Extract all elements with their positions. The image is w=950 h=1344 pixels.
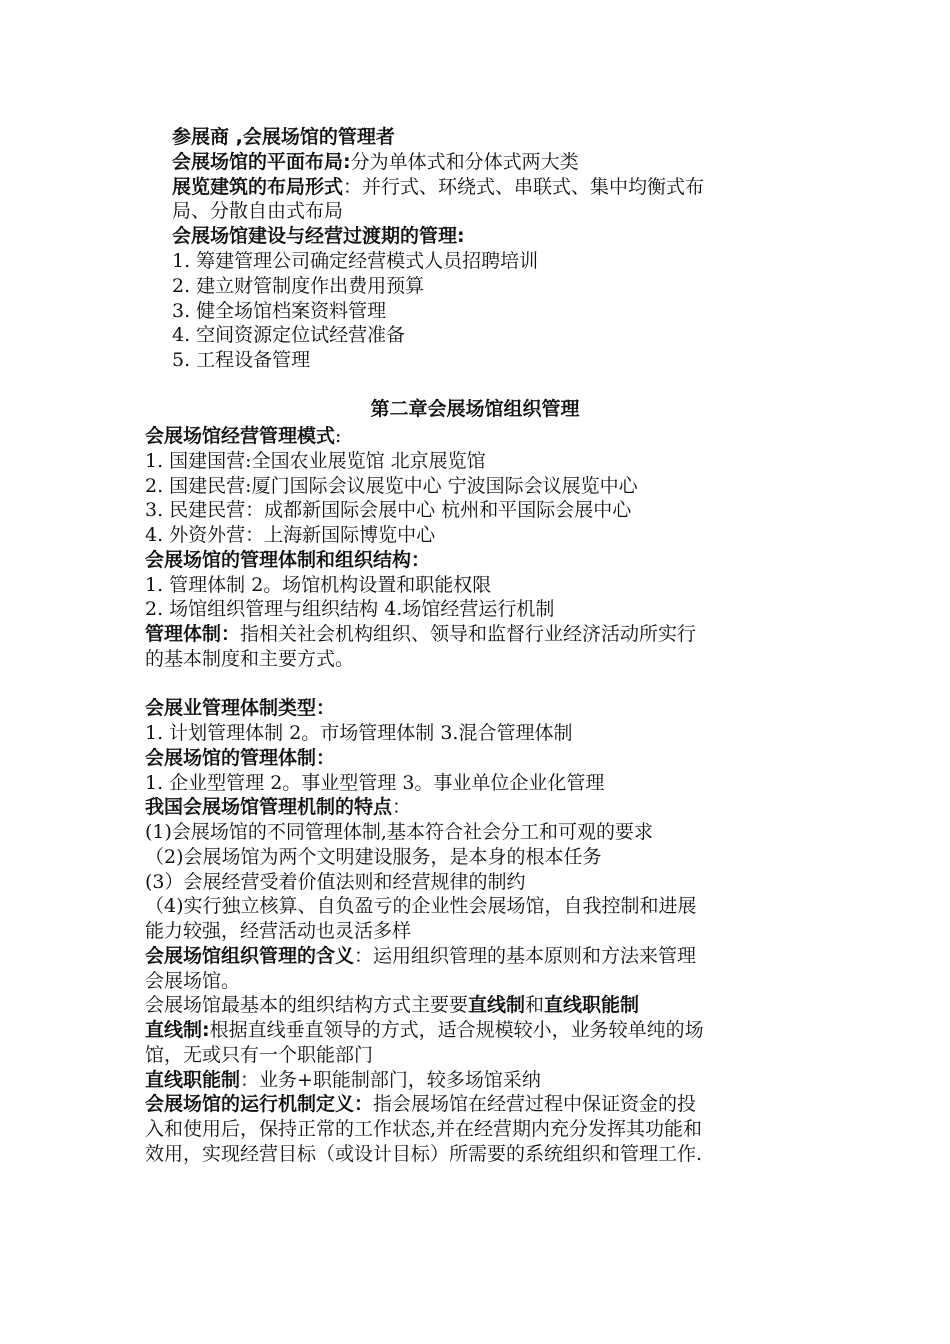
text-line bbox=[172, 299, 386, 324]
text-line bbox=[172, 224, 465, 249]
line-text: 入和使用后，保持正常的工作状态,并在经营期内充分发挥其功能和 bbox=[145, 1118, 703, 1140]
bold-term: 会展场馆的平面布局: bbox=[172, 150, 351, 173]
text-line bbox=[172, 274, 424, 299]
text-line bbox=[172, 175, 704, 200]
text-line bbox=[145, 870, 526, 895]
line-text: （2)会展场馆为两个文明建设服务，是本身的根本任务 bbox=[145, 845, 602, 868]
line-text: 和 bbox=[525, 994, 545, 1017]
line-text: 3. 健全场馆档案资料管理 bbox=[172, 299, 387, 322]
text-line bbox=[172, 125, 395, 150]
text-line bbox=[172, 323, 405, 348]
line-text: 1. 企业型管理 2。事业型管理 3。事业单位企业化管理 bbox=[145, 771, 605, 794]
text-line bbox=[145, 795, 411, 820]
line-text: ：运用组织管理的基本原则和方法来管理 bbox=[354, 944, 697, 967]
text-line bbox=[145, 969, 240, 994]
text-line bbox=[145, 498, 631, 523]
text-line bbox=[145, 746, 335, 771]
line-text: 2. 场馆组织管理与组织结构 4.场馆经营运行机制 bbox=[145, 598, 555, 621]
text-line bbox=[145, 696, 335, 721]
text-line bbox=[172, 249, 538, 274]
line-text: : bbox=[335, 425, 342, 447]
line-text: 4. 空间资源定位试经营准备 bbox=[172, 324, 406, 347]
text-line bbox=[145, 424, 341, 449]
line-text: ：并行式、环绕式、串联式、集中均衡式布 bbox=[343, 175, 705, 198]
line-text: ：业务+职能制部门，较多场馆采纳 bbox=[240, 1068, 541, 1091]
bold-term: 我国会展场馆管理机制的特点 bbox=[145, 796, 393, 819]
line-text: 5. 工程设备管理 bbox=[172, 349, 311, 372]
text-line bbox=[145, 993, 639, 1018]
bold-term: 直线职能制 bbox=[544, 994, 640, 1017]
bold-term: 参展商 ,会展场馆的管理者 bbox=[172, 126, 395, 148]
line-text: 3. 民建民营：成都新国际会展中心 杭州和平国际会展中心 bbox=[145, 499, 632, 522]
bold-term: 会展场馆组织管理的含义 bbox=[145, 944, 355, 967]
line-text: 指会展场馆在经营过程中保证资金的投 bbox=[373, 1093, 697, 1116]
text-line bbox=[145, 1092, 696, 1117]
line-text: 分为单体式和分体式两大类 bbox=[350, 150, 579, 173]
text-line bbox=[172, 199, 343, 224]
line-text: (1)会展场馆的不同管理体制,基本符合社会分工和可观的要求 bbox=[145, 821, 653, 843]
text-line bbox=[145, 523, 435, 548]
bold-term: 直线制 bbox=[468, 994, 526, 1017]
bold-term: 会展场馆的运行机制定义： bbox=[145, 1093, 374, 1116]
text-line bbox=[145, 647, 354, 672]
bold-term: 会展场馆的管理体制和组织结构： bbox=[145, 548, 431, 571]
line-text: ： bbox=[392, 796, 412, 819]
text-line bbox=[145, 919, 411, 944]
text-line bbox=[145, 573, 491, 598]
text-line bbox=[145, 1142, 702, 1167]
chapter-title bbox=[0, 397, 950, 422]
text-line bbox=[145, 1043, 373, 1068]
text-line bbox=[145, 1068, 541, 1093]
line-text: 1. 筹建管理公司确定经营模式人员招聘培训 bbox=[172, 250, 539, 272]
line-text: 会展场馆。 bbox=[145, 969, 241, 992]
text-line bbox=[145, 474, 638, 499]
line-text: 会展场馆最基本的组织结构方式主要要 bbox=[145, 994, 469, 1017]
text-line bbox=[145, 721, 572, 746]
line-text: 局、分散自由式布局 bbox=[172, 200, 344, 223]
line-text: 1. 管理体制 2。场馆机构设置和职能权限 bbox=[145, 573, 492, 596]
text-line bbox=[145, 597, 554, 622]
text-line bbox=[145, 548, 430, 573]
line-text: 的基本制度和主要方式。 bbox=[145, 647, 355, 670]
line-text: 2. 国建民营:厦门国际会议展览中心 宁波国际会议展览中心 bbox=[145, 474, 638, 497]
text-line bbox=[145, 944, 696, 969]
line-text: (3）会展经营受着价值法则和经营规律的制约 bbox=[145, 870, 526, 893]
bold-term: 会展业管理体制类型： bbox=[145, 697, 336, 720]
line-text: 根据直线垂直领导的方式，适合规模较小，业务较单纯的场 bbox=[209, 1019, 704, 1041]
bold-term: 直线职能制 bbox=[145, 1068, 241, 1091]
line-text: 1. 计划管理体制 2。市场管理体制 3.混合管理体制 bbox=[145, 722, 573, 744]
bold-term: 会展场馆建设与经营过渡期的管理: bbox=[172, 225, 465, 248]
bold-term: 会展场馆的管理体制： bbox=[145, 746, 336, 769]
bold-term: 会展场馆经营管理模式 bbox=[145, 425, 336, 447]
line-text: 馆，无或只有一个职能部门 bbox=[145, 1043, 374, 1066]
text-line bbox=[145, 1117, 702, 1142]
bold-term: 管理体制： bbox=[145, 623, 241, 645]
text-line bbox=[145, 894, 697, 919]
line-text: 4. 外资外营：上海新国际博览中心 bbox=[145, 524, 436, 546]
line-text: 能力较强，经营活动也灵活多样 bbox=[145, 920, 412, 942]
line-text: 指相关社会机构组织、领导和监督行业经济活动所实行 bbox=[240, 623, 697, 645]
text-line bbox=[145, 771, 604, 796]
line-text: 效用，实现经营目标（或设计目标）所需要的系统组织和管理工作. bbox=[145, 1142, 703, 1165]
text-line bbox=[145, 449, 486, 474]
text-line bbox=[172, 150, 579, 175]
bold-term: 直线制: bbox=[145, 1019, 210, 1041]
bold-term: 展览建筑的布局形式 bbox=[172, 175, 344, 198]
text-line bbox=[145, 845, 602, 870]
text-line bbox=[145, 1018, 704, 1043]
line-text: （4)实行独立核算、自负盈亏的企业性会展场馆，自我控制和进展 bbox=[145, 895, 697, 918]
chapter-title-text: 第二章会展场馆组织管理 bbox=[370, 398, 580, 420]
line-text: 1. 国建国营:全国农业展览馆 北京展览馆 bbox=[145, 449, 486, 472]
text-line bbox=[172, 348, 310, 373]
text-line bbox=[145, 622, 696, 647]
line-text: 2. 建立财管制度作出费用预算 bbox=[172, 274, 425, 297]
text-line bbox=[145, 820, 653, 845]
